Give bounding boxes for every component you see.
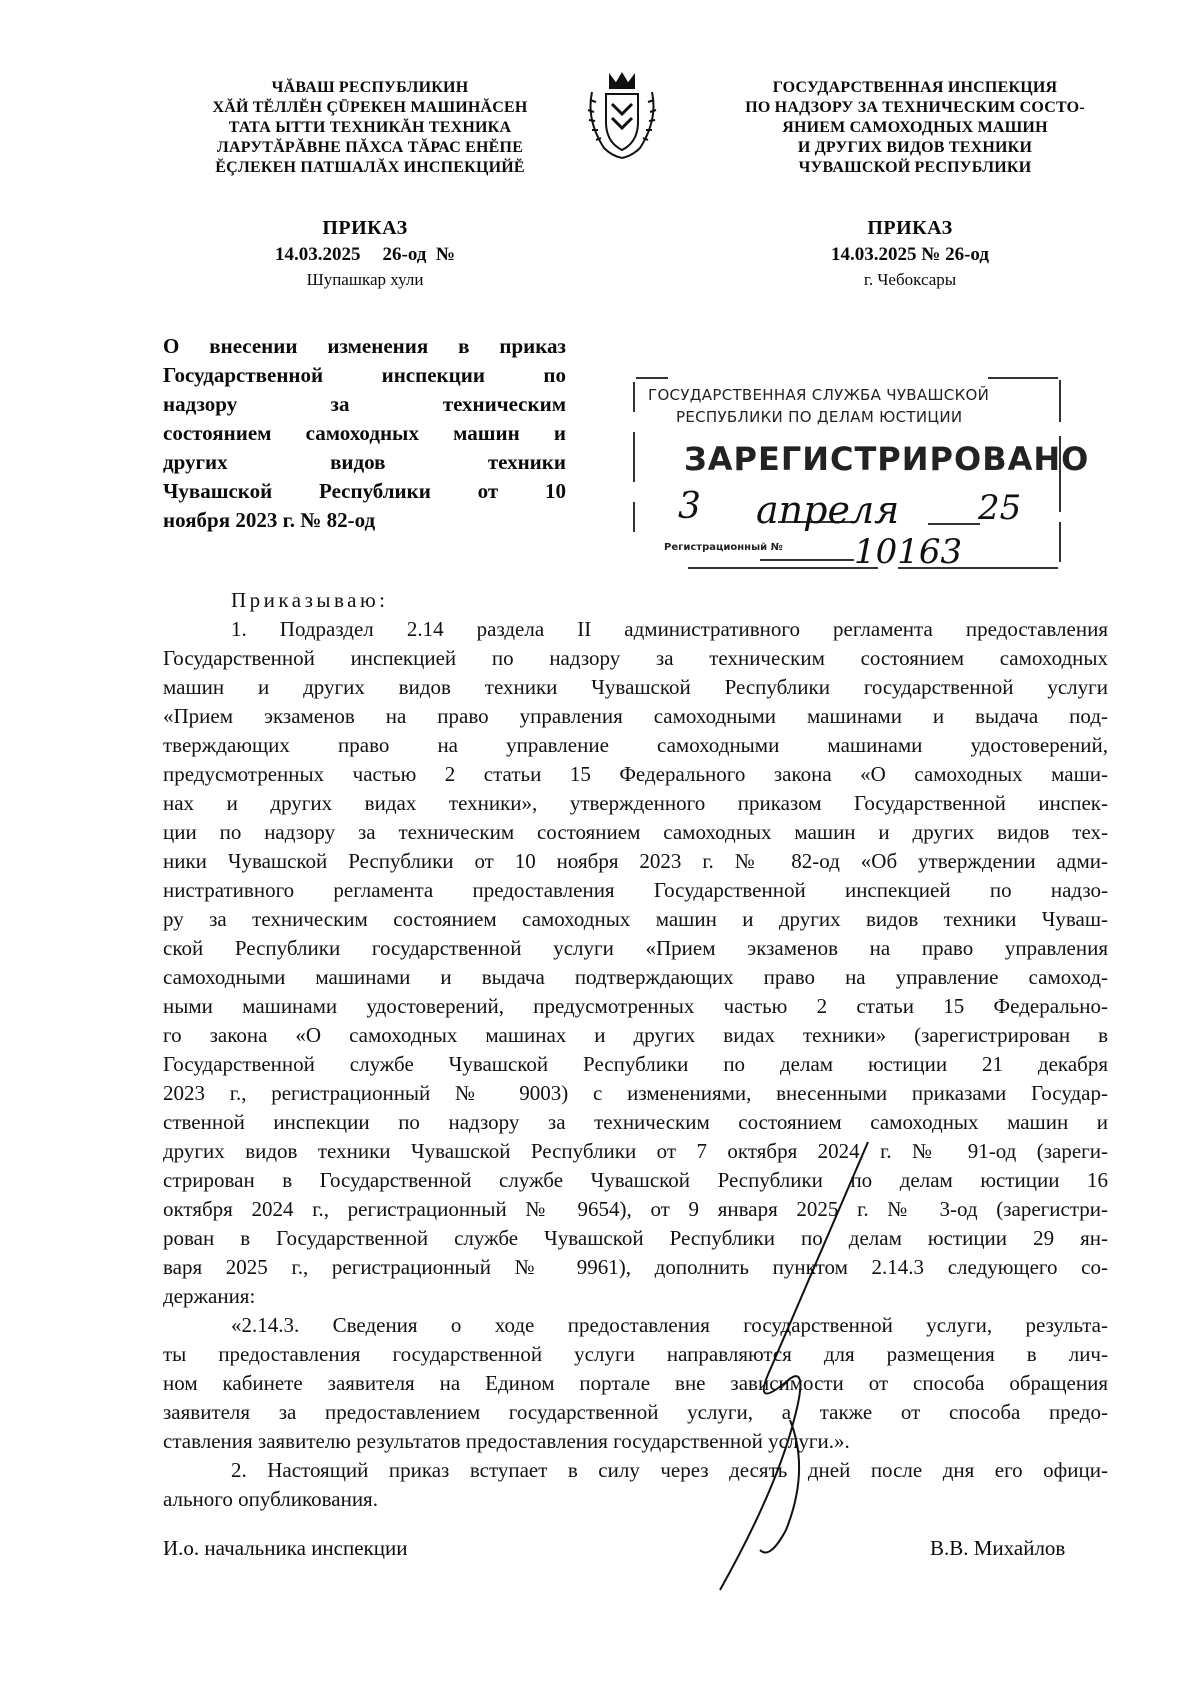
header-line: И ДРУГИХ ВИДОВ ТЕХНИКИ: [797, 139, 1033, 156]
stamp-year: 25: [978, 488, 1022, 528]
body-line: ном кабинете заявителя на Едином портале вне зависимости от способа обращения: [163, 1371, 1108, 1395]
stamp-registered-text: ЗАРЕГИСТРИРОВАНО: [684, 440, 1090, 478]
order-word: Приказываю:: [231, 588, 389, 612]
body-line: 1. Подраздел 2.14 раздела II административного регламента предоставления: [231, 617, 1108, 641]
order-subject: [163, 332, 566, 535]
body-line: ской Республики государственной услуги «Прием экзаменов на право управления: [163, 936, 1108, 960]
header-line: ХĂЙ ТĔЛЛĔН ÇŪРЕКЕН МАШИНĂСЕН: [212, 99, 528, 116]
subject-line: других видов техники: [163, 450, 566, 474]
subject-line: ноября 2023 г. № 82-од: [163, 508, 376, 532]
subject-line: О внесении изменения в приказ: [163, 334, 566, 358]
signatory-position: И.о. начальника инспекции: [163, 1536, 408, 1560]
order-title: ПРИКАЗ: [322, 217, 408, 239]
registration-stamp: [628, 372, 1090, 578]
body-line: стрирован в Государственной службе Чувашской Республики по делам юстиции 16: [163, 1168, 1108, 1192]
order-date: 14.03.2025: [275, 244, 361, 265]
header-line: ЛАРУТĂРĂВНЕ ПĂХСА ТĂРАС ЕНĔПЕ: [216, 139, 524, 156]
subject-line: Государственной инспекции по: [163, 363, 566, 387]
body-line: ру за техническим состоянием самоходных машин и других видов техники Чуваш-: [163, 907, 1108, 931]
order-city: г. Чебоксары: [863, 270, 957, 289]
body-line: го закона «О самоходных машинах и других видах техники» (зарегистрирован в: [163, 1023, 1108, 1047]
stamp-authority-line: ГОСУДАРСТВЕННАЯ СЛУЖБА ЧУВАШСКОЙ: [648, 386, 990, 404]
body-line: других видов техники Чувашской Республики от 7 октября 2024 г. № 91-од (зареги-: [163, 1139, 1108, 1163]
subject-line: Чувашской Республики от 10: [163, 479, 566, 503]
body-line: ции по надзору за техническим состоянием самоходных машин и других видов тех-: [163, 820, 1108, 844]
header-chuvash: [160, 78, 580, 178]
stamp-reg-number: 10163: [854, 532, 963, 572]
stamp-day: 3: [678, 486, 701, 527]
body-line: ники Чувашской Республики от 10 ноября 2023 г. № 82-од «Об утверждении адми-: [163, 849, 1108, 873]
subject-line: надзору за техническим: [163, 392, 566, 416]
order-number: 26-од: [382, 244, 427, 265]
body-line: ального опубликования.: [163, 1487, 378, 1511]
subject-line: состоянием самоходных машин и: [163, 421, 566, 445]
header-line: ПО НАДЗОРУ ЗА ТЕХНИЧЕСКИМ СОСТО-: [745, 99, 1085, 116]
body-line: тверждающих право на управление самоходными машинами удостоверений,: [163, 733, 1108, 757]
order-date-number: 14.03.2025 № 26-од: [831, 244, 989, 265]
body-line: 2. Настоящий приказ вступает в силу через десять дней после дня его офици-: [231, 1458, 1108, 1482]
body-line: «2.14.3. Сведения о ходе предоставления государственной услуги, результа-: [231, 1313, 1108, 1337]
order-city: Шупашкар хули: [306, 270, 424, 289]
body-line: ставления заявителю результатов предоставления государственной услуги.».: [163, 1429, 850, 1453]
header-line: ТАТА ЫТТИ ТЕХНИКĂН ТЕХНИКА: [228, 119, 512, 136]
body-line: нистративного регламента предоставления Государственной инспекцией по надзо-: [163, 878, 1108, 902]
order-title: ПРИКАЗ: [867, 217, 953, 239]
body-line: «Прием экзаменов на право управления самоходными машинами и выдача под-: [163, 704, 1108, 728]
header-line: ЧĂВАШ РЕСПУБЛИКИН: [271, 79, 469, 96]
order-block-russian: [705, 214, 1115, 292]
stamp-month: апреля: [756, 488, 900, 532]
body-line: Государственной инспекцией по надзору за техническим состоянием самоходных: [163, 646, 1108, 670]
number-sign: №: [435, 244, 455, 265]
order-block-chuvash: [160, 214, 570, 292]
signatory-name: В.В. Михайлов: [930, 1536, 1066, 1560]
coat-of-arms-icon: [582, 70, 662, 162]
body-line: самоходными машинами и выдача подтверждающих право на управление самоход-: [163, 965, 1108, 989]
header-line: ЯНИЕМ САМОХОДНЫХ МАШИН: [782, 119, 1048, 136]
body-line: октября 2024 г., регистрационный № 9654), от 9 января 2025 г. № 3-од (зарегистри-: [163, 1197, 1108, 1221]
header-line: ГОСУДАРСТВЕННАЯ ИНСПЕКЦИЯ: [772, 79, 1058, 96]
order-date-number: [160, 242, 570, 268]
order-body: [163, 586, 1108, 1514]
body-line: машин и других видов техники Чувашской Республики государственной услуги: [163, 675, 1108, 699]
body-line: заявителя за предоставлением государственной услуги, а также от способа предо-: [163, 1400, 1108, 1424]
body-line: нах и других видах техники», утвержденного приказом Государственной инспек-: [163, 791, 1108, 815]
stamp-authority-line: РЕСПУБЛИКИ ПО ДЕЛАМ ЮСТИЦИИ: [676, 408, 963, 426]
header-line: ЧУВАШСКОЙ РЕСПУБЛИКИ: [798, 159, 1032, 176]
body-line: варя 2025 г., регистрационный № 9961), дополнить пунктом 2.14.3 следующего со-: [163, 1255, 1108, 1279]
body-line: рован в Государственной службе Чувашской Республики по делам юстиции 29 ян-: [163, 1226, 1108, 1250]
stamp-reg-label: Регистрационный №: [664, 542, 783, 553]
header-line: ĔÇЛЕКЕН ПАТШАЛĂХ ИНСПЕКЦИЙĔ: [215, 159, 525, 176]
body-line: 2023 г., регистрационный № 9003) с изменениями, внесенными приказами Государ-: [163, 1081, 1108, 1105]
body-line: ственной инспекции по надзору за техническим состоянием самоходных машин и: [163, 1110, 1108, 1134]
body-line: предусмотренных частью 2 статьи 15 Федерального закона «О самоходных маши-: [163, 762, 1108, 786]
body-line: держания:: [163, 1284, 256, 1308]
body-line: ты предоставления государственной услуги направляются для размещения в лич-: [163, 1342, 1108, 1366]
signature-icon: [690, 1120, 930, 1620]
header-russian: [705, 78, 1125, 178]
body-line: Государственной службе Чувашской Республики по делам юстиции 21 декабря: [163, 1052, 1108, 1076]
body-line: ными машинами удостоверений, предусмотренных частью 2 статьи 15 Федерально-: [163, 994, 1108, 1018]
